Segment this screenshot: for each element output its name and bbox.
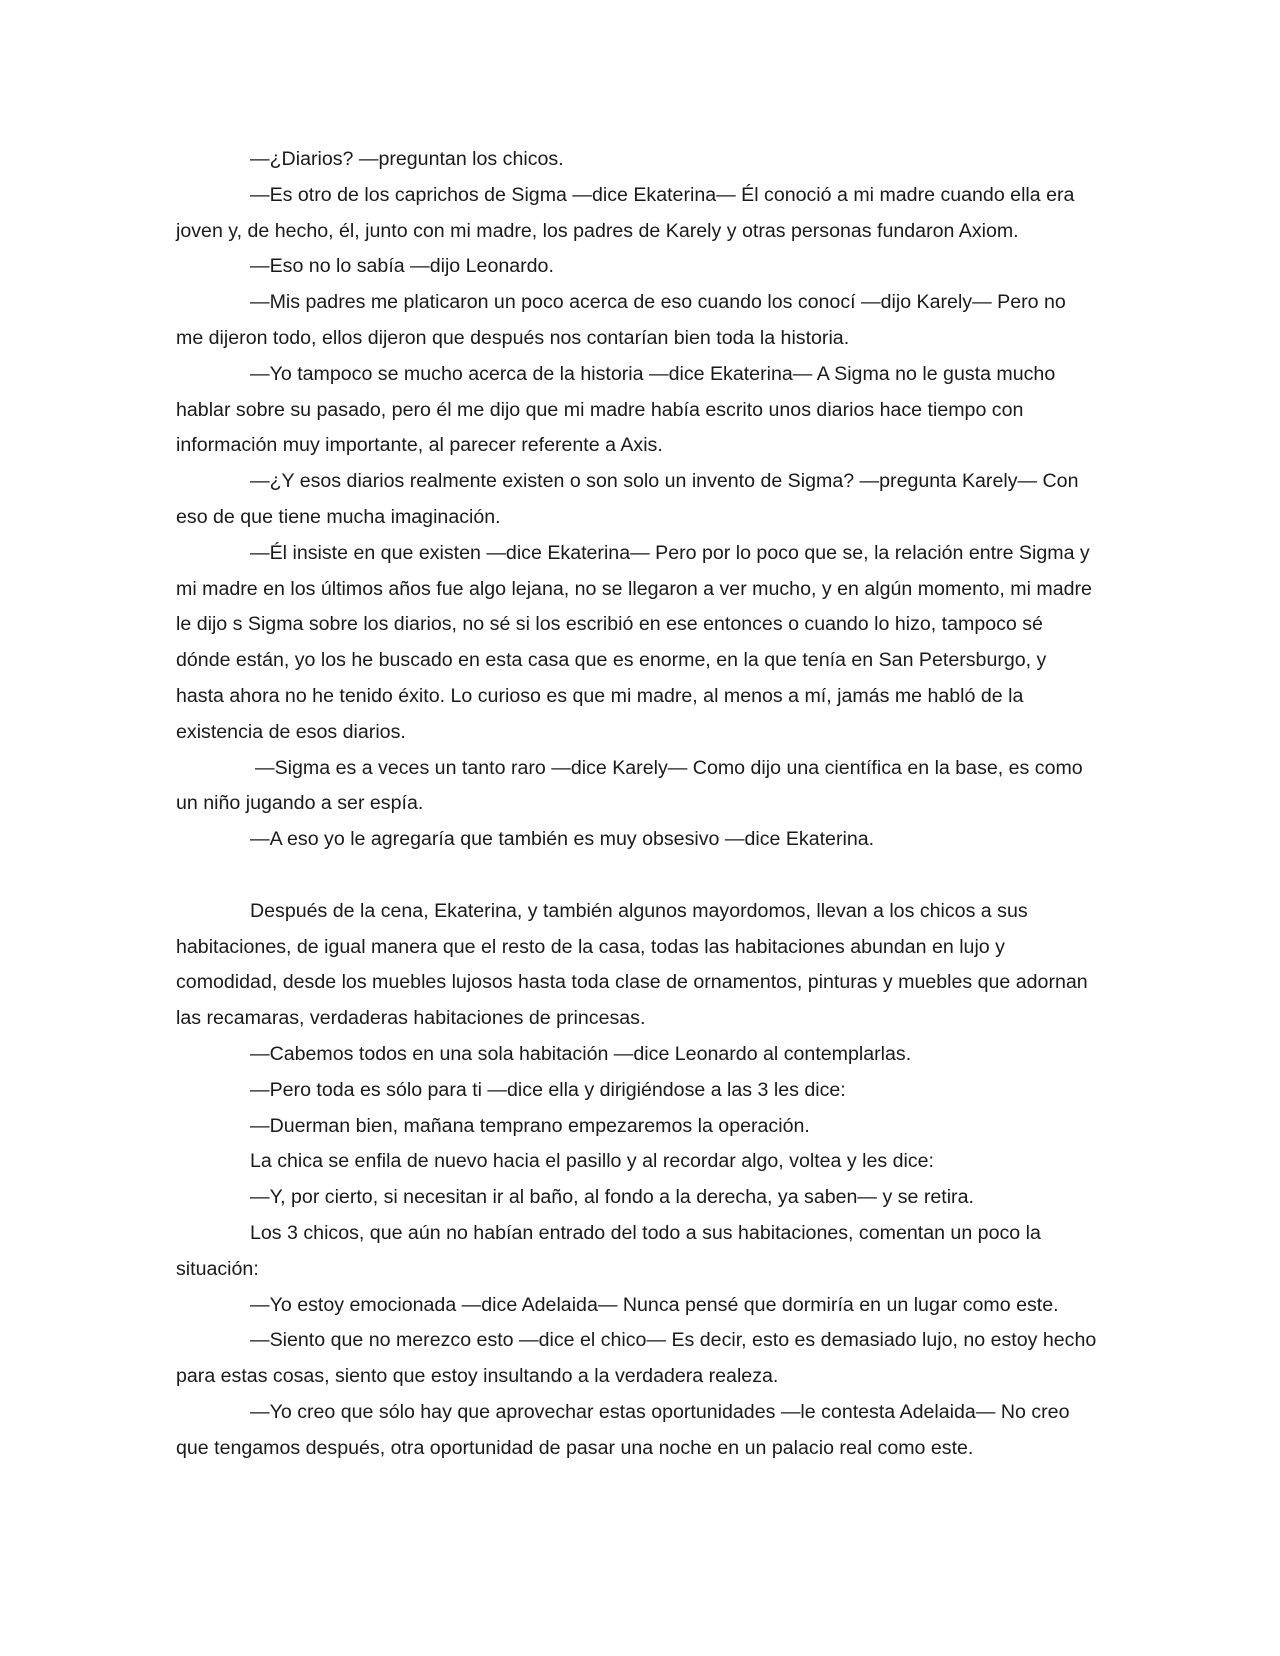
document-page bbox=[176, 142, 1098, 1466]
paragraph-1: —¿Diarios? —preguntan los chicos. bbox=[250, 148, 564, 170]
paragraph-4: —Mis padres me platicaron un poco acerca de eso cuando los conocí —dijo Karely— Pero no me dijeron todo, ellos dijeron que después nos contarían bien toda la historia. bbox=[176, 291, 1066, 349]
paragraph-14: La chica se enfila de nuevo hacia el pasillo y al recordar algo, voltea y les dice: bbox=[250, 1150, 935, 1173]
paragraph-13: —Duerman bien, mañana temprano empezaremos la operación. bbox=[250, 1114, 810, 1137]
paragraph-10: Después de la cena, Ekaterina, y también algunos mayordomos, llevan a los chicos a sus habitaciones, de igual manera que el resto de la casa, todas las habitaciones abundan en lujo y comodidad, desde los muebles lujosos hasta toda clase de ornamentos, pinturas y muebles que adornan las recamaras, verdaderas habitaciones de princesas. bbox=[176, 899, 1088, 1030]
paragraph-12: —Pero toda es sólo para ti —dice ella y dirigiéndose a las 3 les dice: bbox=[250, 1078, 846, 1101]
section-break bbox=[176, 858, 1098, 894]
paragraph-5: —Yo tampoco se mucho acerca de la historia —dice Ekaterina— A Sigma no le gusta mucho hablar sobre su pasado, pero él me dijo que mi madre había escrito unos diarios hace tiempo con información muy importante, al parecer referente a Axis. bbox=[176, 362, 1056, 457]
paragraph-18: —Siento que no merezco esto —dice el chico— Es decir, esto es demasiado lujo, no estoy hecho para estas cosas, siento que estoy insultando a la verdadera realeza. bbox=[176, 1329, 1097, 1388]
paragraph-3: —Eso no lo sabía —dijo Leonardo. bbox=[250, 255, 554, 278]
paragraph-2: —Es otro de los caprichos de Sigma —dice Ekaterina— Él conoció a mi madre cuando ella era joven y, de hecho, él, junto con mi madre, los padres de Karely y otras personas fundaron Axiom. bbox=[176, 183, 1075, 242]
paragraph-11: —Cabemos todos en una sola habitación —dice Leonardo al contemplarlas. bbox=[250, 1042, 912, 1065]
paragraph-15: —Y, por cierto, si necesitan ir al baño, al fondo a la derecha, ya saben— y se retira. bbox=[250, 1186, 974, 1209]
paragraph-16: Los 3 chicos, que aún no habían entrado del todo a sus habitaciones, comentan un poco la situación: bbox=[176, 1221, 1041, 1280]
paragraph-17: —Yo estoy emocionada —dice Adelaida— Nunca pensé que dormiría en un lugar como este. bbox=[250, 1293, 1059, 1316]
paragraph-19: —Yo creo que sólo hay que aprovechar estas oportunidades —le contesta Adelaida— No creo que tengamos después, otra oportunidad de pasar una noche en un palacio real como este. bbox=[176, 1400, 1070, 1459]
paragraph-7: —Él insiste en que existen —dice Ekaterina— Pero por lo poco que se, la relación entre Sigma y mi madre en los últimos años fue algo lejana, no se llegaron a ver mucho, y en algún momento, mi madre le dijo s Sigma sobre los diarios, no sé si los escribió en ese entonces o cuando lo hizo, tampoco sé dónde están, yo los he buscado en esta casa que es enorme, en la que tenía en San Petersburgo, y hasta ahora no he tenido éxito. Lo curioso es que mi madre, al menos a mí, jamás me habló de la existencia de esos diarios. bbox=[176, 541, 1092, 743]
paragraph-9: —A eso yo le agregaría que también es muy obsesivo —dice Ekaterina. bbox=[250, 828, 875, 851]
paragraph-8: —Sigma es a veces un tanto raro —dice Karely— Como dijo una científica en la base, es como un niño jugando a ser espía. bbox=[176, 756, 1083, 815]
paragraph-6: —¿Y esos diarios realmente existen o son solo un invento de Sigma? —pregunta Karely— Con eso de que tiene mucha imaginación. bbox=[176, 470, 1079, 528]
